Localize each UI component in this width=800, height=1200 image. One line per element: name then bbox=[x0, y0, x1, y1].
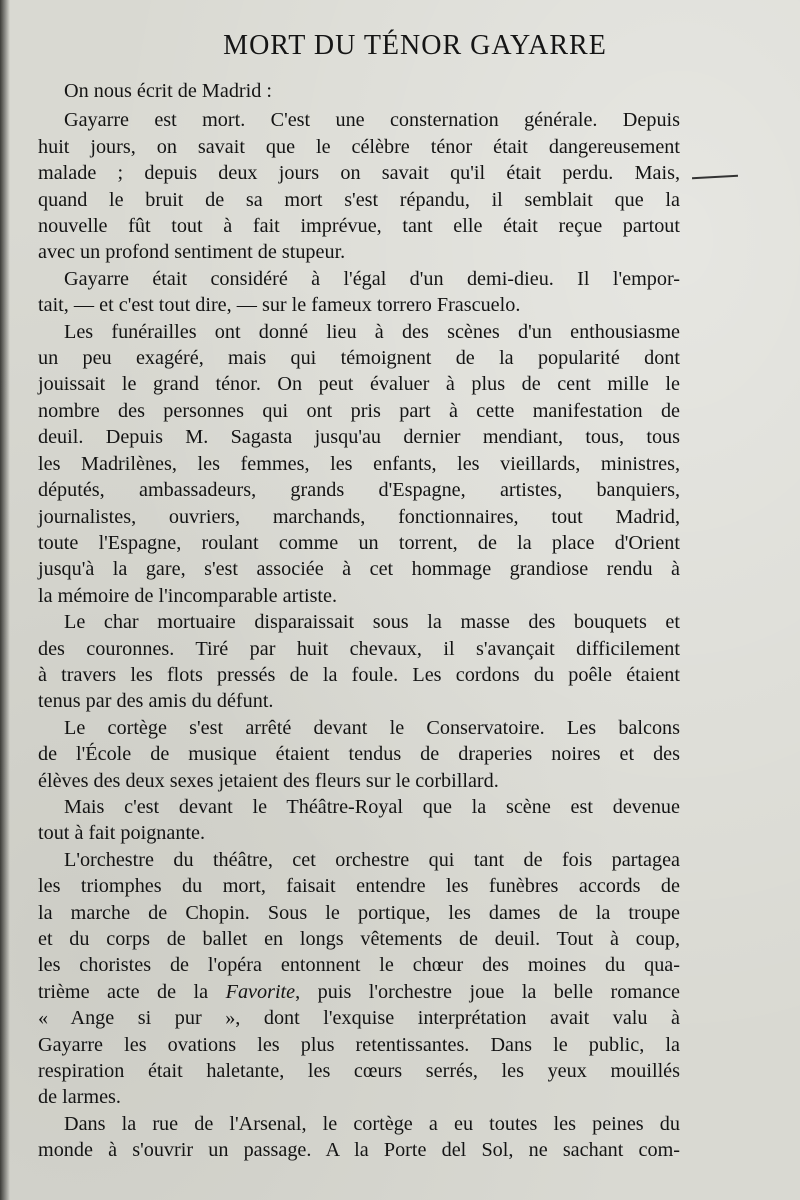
margin-pencil-mark bbox=[692, 175, 738, 179]
text-line: L'orchestre du théâtre, cet orchestre qui tant de fois partagea bbox=[64, 848, 680, 871]
paragraph-6 bbox=[38, 794, 680, 847]
paragraph-3 bbox=[38, 319, 680, 609]
text-line: jouissait le grand ténor. On peut évaluer à plus de cent mille le bbox=[38, 373, 680, 396]
paragraph-2 bbox=[38, 266, 680, 319]
text-line: huit jours, on savait que le célèbre ténor était dangereusement bbox=[38, 135, 680, 158]
text-line: les Madrilènes, les femmes, les enfants, les vieillards, ministres, bbox=[38, 452, 680, 475]
text-line: des couronnes. Tiré par huit chevaux, il s'avançait difficilement bbox=[38, 637, 680, 660]
article-body bbox=[38, 78, 680, 1164]
paragraph-5 bbox=[38, 715, 680, 794]
page-binding-shadow bbox=[0, 0, 10, 1200]
text-line: Gayarre est mort. C'est une consternation générale. Depuis bbox=[64, 109, 680, 132]
text-line: les triomphes du mort, faisait entendre les funèbres accords de bbox=[38, 875, 680, 898]
text-line: à travers les flots pressés de la foule. Les cordons du poêle étaient bbox=[38, 663, 680, 686]
text-line: nouvelle fût tout à fait imprévue, tant elle était reçue partout bbox=[38, 215, 680, 238]
text-line: avec un profond sentiment de stupeur. bbox=[38, 241, 346, 264]
text-line: tout à fait poignante. bbox=[38, 822, 206, 845]
text-line: de l'École de musique étaient tendus de draperies noires et des bbox=[38, 743, 680, 766]
paragraph-4 bbox=[38, 609, 680, 715]
text-line: Gayarre les ovations les plus retentissantes. Dans le public, la bbox=[38, 1033, 680, 1056]
text-line: « Ange si pur », dont l'exquise interprétation avait valu à bbox=[38, 1007, 680, 1030]
text-line: Les funérailles ont donné lieu à des scènes d'un enthousiasme bbox=[64, 320, 680, 343]
text-line-with-italic bbox=[38, 979, 680, 1005]
text-line: députés, ambassadeurs, grands d'Espagne, artistes, banquiers, bbox=[38, 479, 680, 502]
text-line: Gayarre était considéré à l'égal d'un demi-dieu. Il l'empor- bbox=[64, 267, 680, 290]
text-line: Dans la rue de l'Arsenal, le cortège a eu toutes les peines du bbox=[64, 1112, 680, 1135]
paragraph-8 bbox=[38, 1111, 680, 1164]
text-line: la marche de Chopin. Sous le portique, les dames de la troupe bbox=[38, 901, 680, 924]
text-line: respiration était haletante, les cœurs serrés, les yeux mouillés bbox=[38, 1060, 680, 1083]
text-line: monde à s'ouvrir un passage. A la Porte del Sol, ne sachant com- bbox=[38, 1139, 680, 1162]
paragraph-1 bbox=[38, 107, 680, 265]
text-line: malade ; depuis deux jours on savait qu'il était perdu. Mais, bbox=[38, 162, 680, 185]
text-line: un peu exagéré, mais qui témoignent de la popularité dont bbox=[38, 347, 680, 370]
text-line: toute l'Espagne, roulant comme un torrent, de la place d'Orient bbox=[38, 531, 680, 554]
text-line: Le char mortuaire disparaissait sous la masse des bouquets et bbox=[64, 611, 680, 634]
article-title: MORT DU TÉNOR GAYARRE bbox=[223, 30, 607, 61]
text-line: jusqu'à la gare, s'est associée à cet hommage grandiose rendu à bbox=[38, 558, 680, 581]
paragraph-7 bbox=[38, 847, 680, 1111]
text-line: élèves des deux sexes jetaient des fleurs sur le corbillard. bbox=[38, 769, 499, 792]
text-line: nombre des personnes qui ont pris part à cette manifestation de bbox=[38, 399, 680, 422]
text-line: quand le bruit de sa mort s'est répandu, il semblait que la bbox=[38, 188, 680, 211]
text-segment: , puis l'orchestre joue la belle romance bbox=[295, 980, 680, 1003]
text-line: Mais c'est devant le Théâtre-Royal que la scène est devenue bbox=[64, 795, 680, 818]
text-line: la mémoire de l'incomparable artiste. bbox=[38, 584, 338, 607]
text-line: tenus par des amis du défunt. bbox=[38, 690, 274, 713]
text-segment: trième acte de la bbox=[38, 980, 226, 1003]
text-line: deuil. Depuis M. Sagasta jusqu'au dernier mendiant, tous, tous bbox=[38, 426, 680, 449]
opera-title-italic: Favorite bbox=[225, 980, 296, 1003]
text-line: les choristes de l'opéra entonnent le chœur des moines du qua- bbox=[38, 954, 680, 977]
dateline: On nous écrit de Madrid : bbox=[64, 80, 272, 102]
text-line: journalistes, ouvriers, marchands, fonctionnaires, tout Madrid, bbox=[38, 505, 680, 528]
text-line: tait, — et c'est tout dire, — sur le fameux torrero Frascuelo. bbox=[38, 294, 521, 317]
text-line: de larmes. bbox=[38, 1086, 121, 1109]
text-line: et du corps de ballet en longs vêtements de deuil. Tout à coup, bbox=[38, 928, 680, 950]
text-line: Le cortège s'est arrêté devant le Conservatoire. Les balcons bbox=[64, 716, 680, 739]
